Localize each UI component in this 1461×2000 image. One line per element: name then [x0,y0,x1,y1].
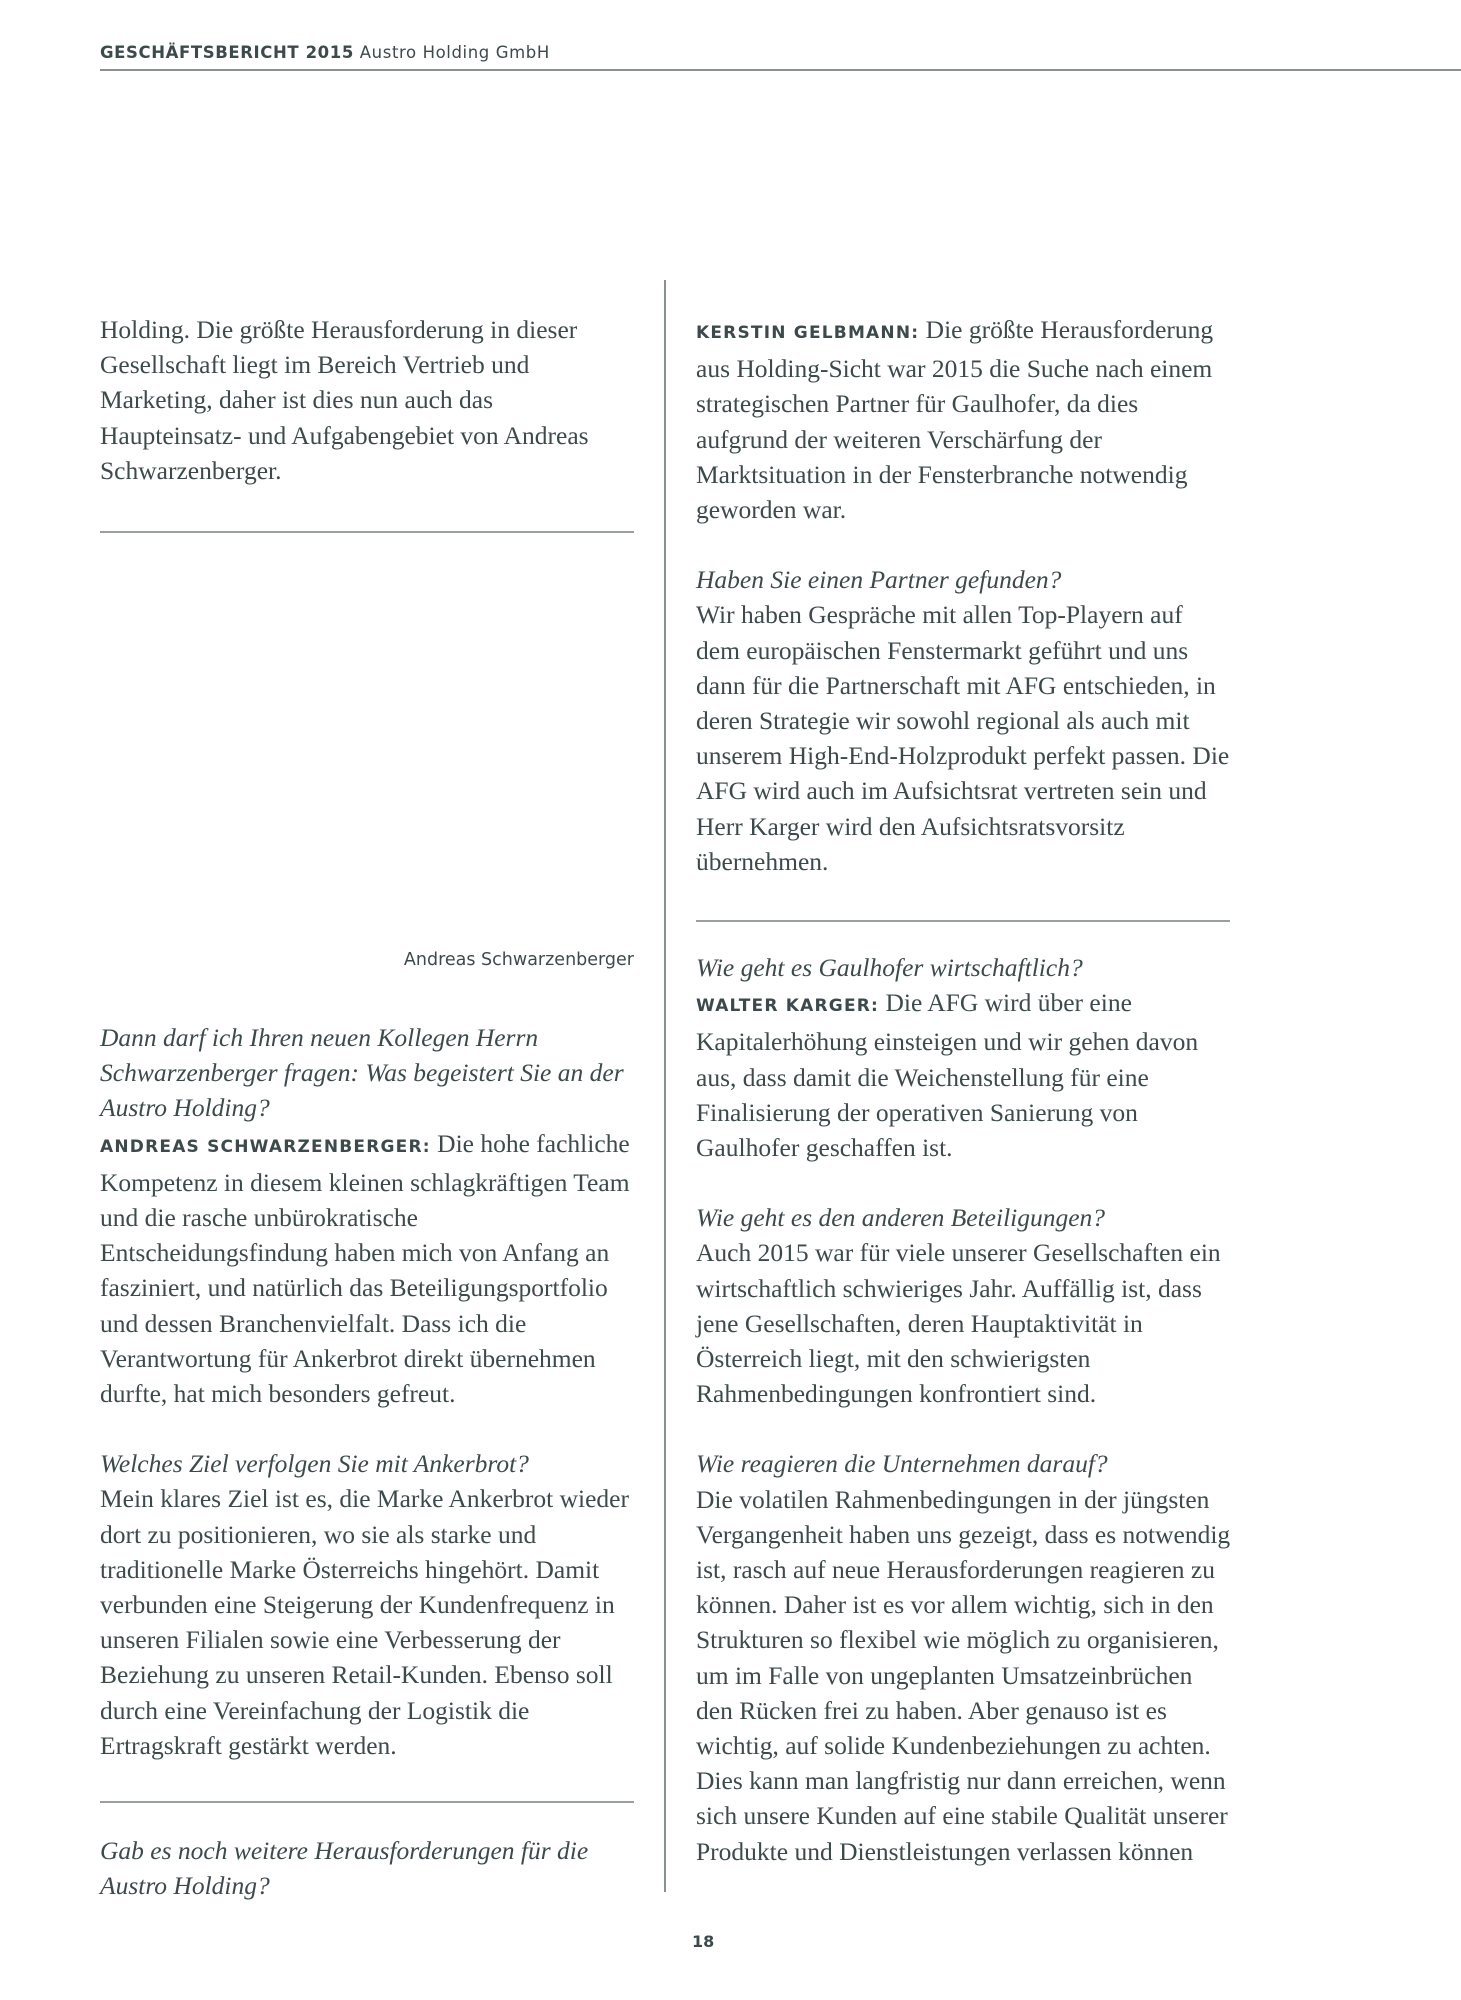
answer [696,985,1231,1165]
question: Wie geht es den anderen Beteiligungen? [696,1203,1106,1233]
speaker-name: WALTER KARGER: [696,996,880,1017]
company-name: Austro Holding GmbH [359,43,550,62]
answer [100,1126,635,1412]
question: Dann darf ich Ihren neuen Kollegen Herrn Schwarzenberger fragen: Was begeistert Sie an der Austro Holding? [100,1023,624,1123]
question: Wie reagieren die Unternehmen darauf? [696,1449,1108,1479]
page-number: 18 [692,1932,715,1951]
speaker-name: KERSTIN GELBMANN: [696,323,920,343]
question: Welches Ziel verfolgen Sie mit Ankerbrot? [100,1449,529,1479]
left-closing-question [100,1833,635,1903]
answer-text: Die AFG wird über eine Kapitalerhöhung einsteigen und wir gehen davon aus, dass damit die Weichenstellung für eine Finalisierung der operativen Sanierung von Gaulhofer geschaffen ist. [696,988,1199,1163]
left-intro [100,312,635,488]
header-rule [100,69,1461,71]
left-interview [100,1020,635,1763]
right-interview-bottom [696,950,1231,1869]
running-header [100,43,550,62]
section-rule [100,531,634,533]
right-interview-top [696,312,1231,879]
answer-text: Wir haben Gespräche mit allen Top-Playern auf dem europäischen Fenstermarkt geführt und uns dann für die Partnerschaft mit AFG entschieden, in deren Strategie wir sowohl regional als auch mit unserem High-End-Holzprodukt perfekt passen. Die AFG wird auch im Aufsichtsrat vertreten sein und Herr Karger wird den Aufsichtsratsvorsitz übernehmen. [696,600,1230,876]
column-divider [664,280,666,1892]
answer-text: Die größte Herausforderung aus Holding-Sicht war 2015 die Suche nach einem strategischen Partner für Gaulhofer, da dies aufgrund der weiteren Verschärfung der Marktsituation in der Fensterbranche notwendig geworden war. [696,315,1214,525]
question: Wie geht es Gaulhofer wirtschaftlich? [696,953,1083,982]
photo-caption: Andreas Schwarzenberger [403,950,634,970]
report-title: GESCHÄFTSBERICHT 2015 [100,43,354,62]
question: Gab es noch weitere Herausforderungen für die Austro Holding? [100,1836,589,1901]
section-rule [696,920,1230,922]
answer-text: Auch 2015 war für viele unserer Gesellschaften ein wirtschaftlich schwieriges Jahr. Auffällig ist, dass jene Gesellschaften, deren Hauptaktivität in Österreich liegt, mit den schwierigsten Rahmenbedingungen konfrontiert sind. [696,1238,1221,1409]
answer-text: Die volatilen Rahmenbedingungen in der jüngsten Vergangenheit haben uns gezeigt, dass es notwendig ist, rasch auf neue Herausforderungen reagieren zu können. Daher ist es vor allem wichtig, sich in den Strukturen so flexibel wie möglich zu organisieren, um im Falle von ungeplanten Umsatzeinbrüchen den Rücken frei zu haben. Aber genauso ist es wichtig, auf solide Kundenbeziehungen zu achten. Dies kann man langfristig nur dann erreichen, wenn sich unsere Kunden auf eine stabile Qualität unserer Produkte und Dienstleistungen verlassen können [696,1484,1231,1866]
section-rule [100,1801,634,1803]
question: Haben Sie einen Partner gefunden? [696,565,1062,595]
answer-text: Die hohe fachliche Kompetenz in diesem kleinen schlagkräftigen Team und die rasche unbürokratische Entscheidungsfindung haben mich von Anfang an fasziniert, und natürlich das Beteiligungsportfolio und dessen Branchenvielfalt. Dass ich die Verantwortung für Ankerbrot direkt übernehmen durfte, hat mich besonders gefreut. [100,1128,630,1409]
answer [696,312,1231,527]
speaker-name: ANDREAS SCHWARZENBERGER: [100,1136,431,1157]
intro-paragraph: Holding. Die größte Herausforderung in dieser Gesellschaft liegt im Bereich Vertrieb und Marketing, daher ist dies nun auch das Haupteinsatz- und Aufgabengebiet von Andreas Schwarzenberger. [100,315,589,485]
answer-text: Mein klares Ziel ist es, die Marke Ankerbrot wieder dort zu positionieren, wo sie als starke und traditionelle Marke Österreichs hingehört. Damit verbunden eine Steigerung der Kundenfrequenz in unseren Filialen sowie eine Verbesserung der Beziehung zu unseren Retail-Kunden. Ebenso soll durch eine Vereinfachung der Logistik die Ertragskraft gestärkt werden. [100,1484,629,1760]
